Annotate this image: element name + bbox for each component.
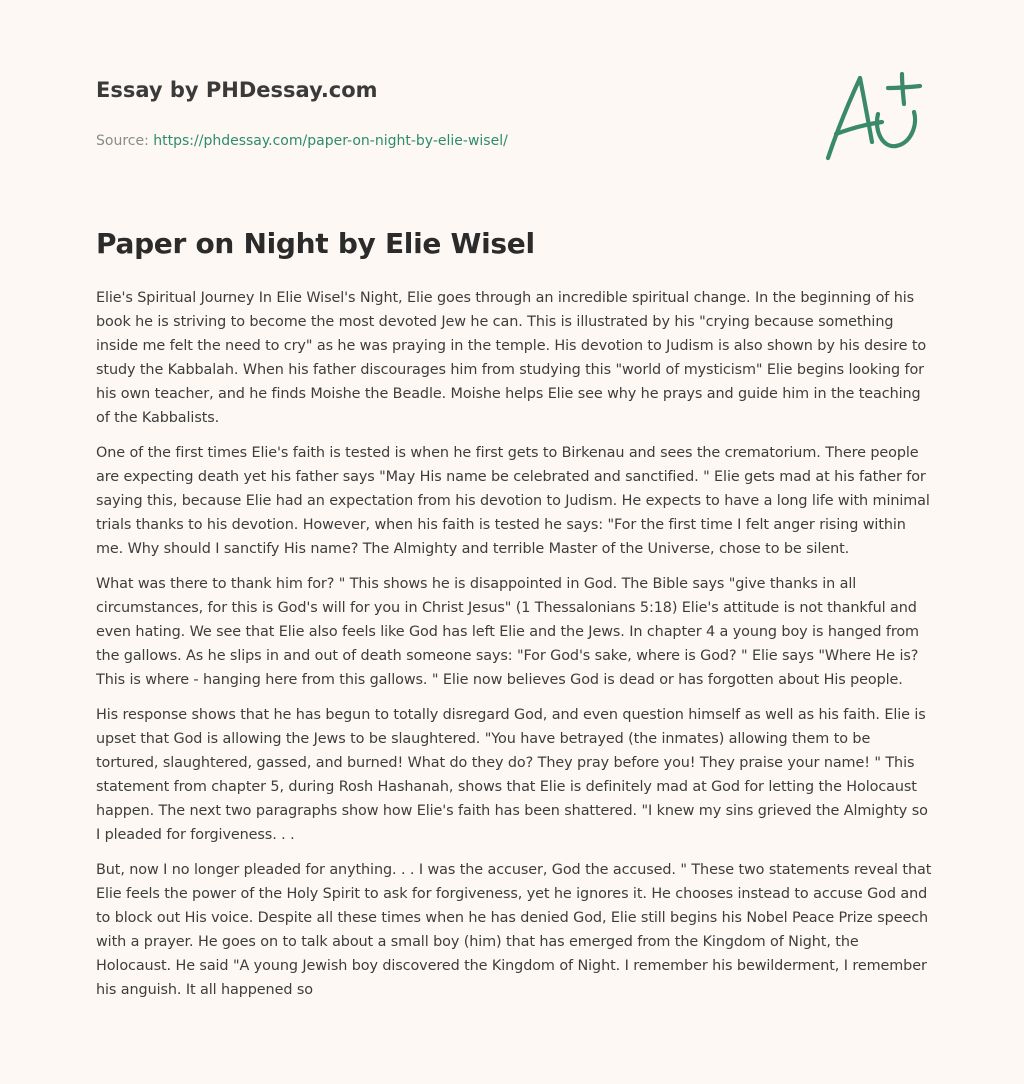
source-label: Source:: [96, 133, 154, 149]
article-paragraph: Elie's Spiritual Journey In Elie Wisel's Night, Elie goes through an incredible spiritual change. In the beginning of his book he is striving to become the most devoted Jew he can. This is illustrated by his "crying because something inside me felt the need to cry" as he was praying in the temple. His devotion to Judism is also shown by his desire to study the Kabbalah. When his father discourages him from studying this "world of mysticism" Elie begins looking for his own teacher, and he finds Moishe the Beadle. Moishe helps Elie see why he prays and guide him in the teaching of the Kabbalists.: [96, 290, 927, 426]
article-body: [96, 286, 932, 1013]
source-line: [96, 131, 796, 151]
article-paragraph: What was there to thank him for? " This shows he is disappointed in God. The Bible says "give thanks in all circumstances, for this is God's will for you in Christ Jesus" (1 Thessalonians 5:18) Elie's attitude is not thankful and even hating. We see that Elie also feels like God has left Elie and the Jews. In chapter 4 a young boy is hanged from the gallows. As he slips in and out of death someone says: "For God's sake, where is God? " Elie says "Where He is? This is where - hanging here from this gallows. " Elie now believes God is dead or has forgotten about His people.: [96, 576, 919, 688]
article-paragraph: But, now I no longer pleaded for anything. . . I was the accuser, God the accused. " These two statements reveal that Elie feels the power of the Holy Spirit to ask for forgiveness, yet he ignores it. He chooses instead to accuse God and to block out His voice. Despite all these times when he has denied God, Elie still begins his Nobel Peace Prize speech with a prayer. He goes on to talk about a small boy (him) that has emerged from the Kingdom of Night, the Holocaust. He said "A young Jewish boy discovered the Kingdom of Night. I remember his bewilderment, I remember his anguish. It all happened so: [96, 862, 932, 998]
source-link[interactable]: https://phdessay.com/paper-on-night-by-elie-wisel/: [153, 133, 508, 149]
article-paragraph: One of the first times Elie's faith is tested is when he first gets to Birkenau and sees the crematorium. There people are expecting death yet his father says "May His name be celebrated and sanctified. " Elie gets mad at his father for saying this, because Elie had an expectation from his devotion to Judism. He expects to have a long life with minimal trials thanks to his devotion. However, when his faith is tested he says: "For the first time I felt anger rising within me. Why should I sanctify His name? The Almighty and terrible Master of the Universe, chose to be silent.: [96, 445, 930, 557]
article-paragraph: His response shows that he has begun to totally disregard God, and even question himself as well as his faith. Elie is upset that God is allowing the Jews to be slaughtered. "You have betrayed (the inmates) allowing them to be tortured, slaughtered, gassed, and burned! What do they do? They pray before you! They praise your name! " This statement from chapter 5, during Rosh Hashanah, shows that Elie is definitely mad at God for letting the Holocaust happen. The next two paragraphs show how Elie's faith has been shattered. "I knew my sins grieved the Almighty so I pleaded for forgiveness. . .: [96, 707, 928, 843]
article-title: Paper on Night by Elie Wisel: [96, 227, 535, 260]
page-header: [96, 76, 796, 151]
a-plus-logo-icon: [822, 68, 928, 164]
site-title: Essay by PHDessay.com: [96, 78, 378, 102]
